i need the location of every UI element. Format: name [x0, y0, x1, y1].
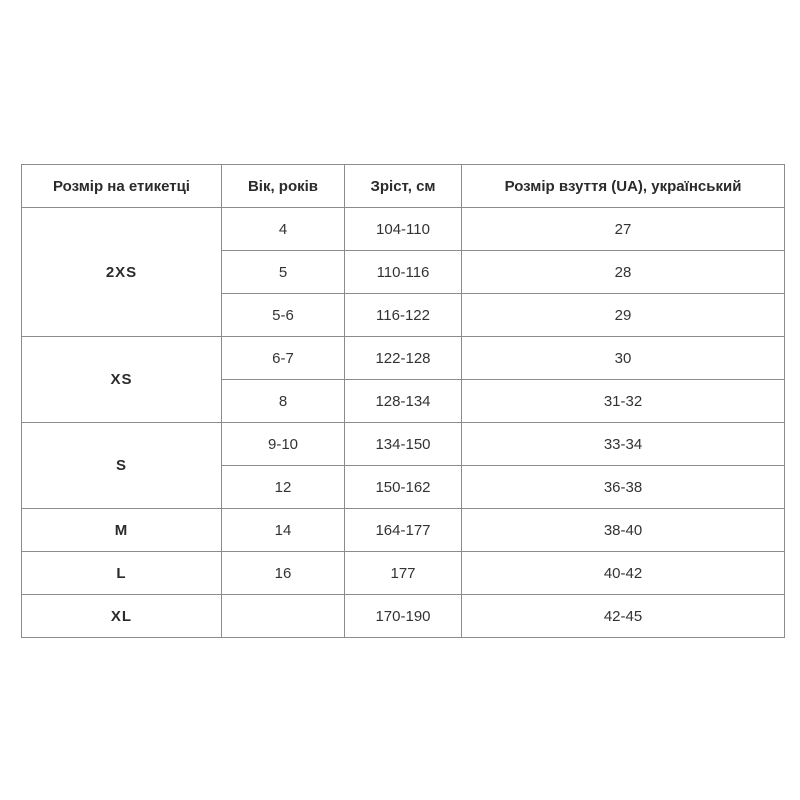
- size-label-cell: XL: [22, 595, 222, 638]
- shoe-size-cell: 31-32: [462, 380, 785, 423]
- shoe-size-cell: 27: [462, 208, 785, 251]
- size-label-cell: 2XS: [22, 208, 222, 337]
- shoe-size-cell: 33-34: [462, 423, 785, 466]
- age-cell: 14: [222, 509, 345, 552]
- height-cell: 128-134: [345, 380, 462, 423]
- height-cell: 110-116: [345, 251, 462, 294]
- age-cell: 5: [222, 251, 345, 294]
- shoe-size-cell: 42-45: [462, 595, 785, 638]
- table-row: [22, 208, 785, 251]
- height-cell: 104-110: [345, 208, 462, 251]
- table-row: [22, 423, 785, 466]
- age-cell: 16: [222, 552, 345, 595]
- header-age: Вік, років: [222, 165, 345, 208]
- shoe-size-cell: 30: [462, 337, 785, 380]
- shoe-size-cell: 29: [462, 294, 785, 337]
- table-row: [22, 509, 785, 552]
- age-cell: 4: [222, 208, 345, 251]
- header-height: Зріст, см: [345, 165, 462, 208]
- table-row: [22, 595, 785, 638]
- shoe-size-cell: 28: [462, 251, 785, 294]
- size-label-cell: L: [22, 552, 222, 595]
- age-cell: 6-7: [222, 337, 345, 380]
- height-cell: 116-122: [345, 294, 462, 337]
- size-label-cell: S: [22, 423, 222, 509]
- height-cell: 170-190: [345, 595, 462, 638]
- height-cell: 134-150: [345, 423, 462, 466]
- size-label-cell: M: [22, 509, 222, 552]
- height-cell: 177: [345, 552, 462, 595]
- shoe-size-cell: 38-40: [462, 509, 785, 552]
- age-cell: 12: [222, 466, 345, 509]
- table-row: [22, 337, 785, 380]
- size-label-cell: XS: [22, 337, 222, 423]
- age-cell: 8: [222, 380, 345, 423]
- age-cell: 9-10: [222, 423, 345, 466]
- age-cell: 5-6: [222, 294, 345, 337]
- height-cell: 164-177: [345, 509, 462, 552]
- height-cell: 122-128: [345, 337, 462, 380]
- shoe-size-cell: 36-38: [462, 466, 785, 509]
- shoe-size-cell: 40-42: [462, 552, 785, 595]
- height-cell: 150-162: [345, 466, 462, 509]
- size-chart-table: [21, 164, 785, 638]
- header-shoe-size: Розмір взуття (UA), український: [462, 165, 785, 208]
- table-header-row: [22, 165, 785, 208]
- table-row: [22, 552, 785, 595]
- age-cell: [222, 595, 345, 638]
- header-label-size: Розмір на етикетці: [22, 165, 222, 208]
